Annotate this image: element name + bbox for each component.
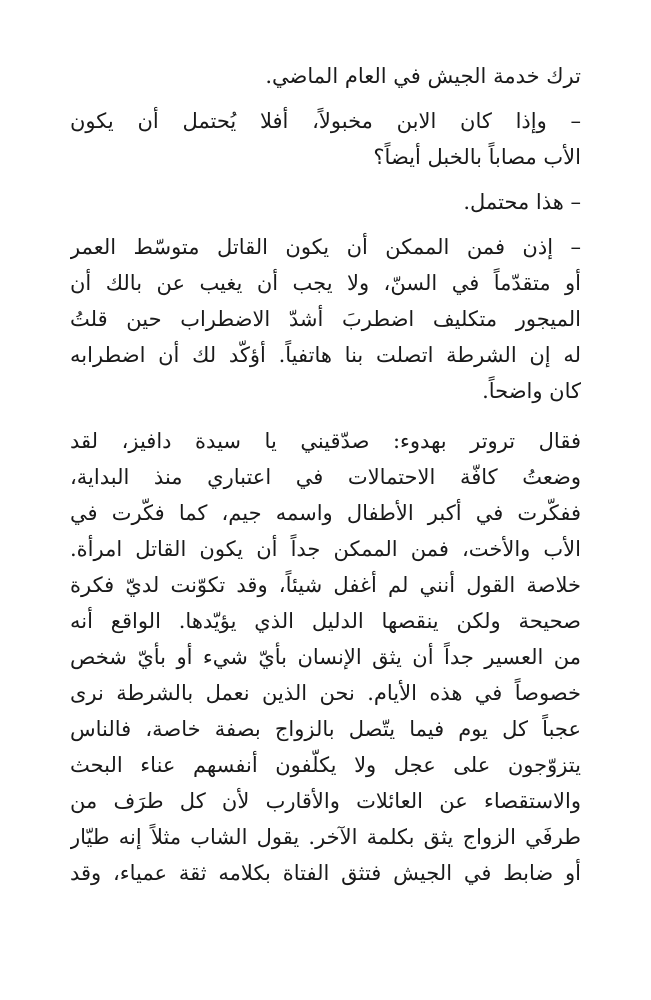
text-line: فقال تروتر بهدوء: صدّقيني يا سيدة دافيز، لقد bbox=[70, 429, 581, 453]
text-line: الميجور متكليف اضطربَ أشدّ الاضطراب حين قلتُ bbox=[70, 307, 581, 331]
text-line: الأب والأخت، فمن الممكن جداً أن يكون القاتل امرأة. bbox=[70, 537, 581, 561]
text-line: كان واضحاً. bbox=[482, 379, 581, 403]
text-line: ترك خدمة الجيش في العام الماضي. bbox=[265, 64, 581, 88]
text-line: عجباً كل يوم فيما يتّصل بالزواج بصفة خاصة، فالناس bbox=[70, 717, 581, 741]
book-page bbox=[70, 58, 581, 891]
paragraph-4 bbox=[70, 229, 581, 409]
text-line: يتزوّجون على عجل ولا يكلّفون أنفسهم عناء البحث bbox=[70, 753, 581, 777]
paragraph-5 bbox=[70, 423, 581, 891]
text-line: أو ضابط في الجيش فتثق الفتاة بكلامه ثقة عمياء، وقد bbox=[70, 861, 581, 885]
text-line: ففكّرت في أكبر الأطفال واسمه جيم، كما فكّرت في bbox=[70, 501, 581, 525]
text-line: وضعتُ كافّة الاحتمالات في اعتباري منذ البداية، bbox=[70, 465, 581, 489]
text-line: طرفَي الزواج يثق بكلمة الآخر. يقول الشاب مثلاً إنه طيّار bbox=[70, 825, 581, 849]
text-line: صحيحة ولكن ينقصها الدليل الذي يؤيّدها. الواقع أنه bbox=[70, 609, 581, 633]
paragraph-3 bbox=[70, 184, 581, 220]
text-line: خلاصة القول أنني لم أغفل شيئاً، وقد تكوّنت لديّ فكرة bbox=[70, 573, 581, 597]
text-line: – إذن فمن الممكن أن يكون القاتل متوسّط العمر bbox=[70, 235, 581, 259]
text-line: أو متقدّماً في السنّ، ولا يجب أن يغيب عن بالك أن bbox=[70, 271, 581, 295]
text-line: والاستقصاء عن العائلات والأقارب لأن كل طرَف من bbox=[70, 789, 581, 813]
text-line: – وإذا كان الابن مخبولاً، أفلا يُحتمل أن يكون bbox=[70, 109, 581, 133]
paragraph-1 bbox=[70, 58, 581, 94]
text-line: من العسير جداً أن يثق الإنسان بأيّ شيء أو بأيّ شخص bbox=[70, 645, 581, 669]
text-line: خصوصاً في هذه الأيام. نحن الذين نعمل بالشرطة نرى bbox=[70, 681, 581, 705]
text-line: – هذا محتمل. bbox=[463, 190, 581, 214]
text-line: له إن الشرطة اتصلت بنا هاتفياً. أؤكّد لك أن اضطرابه bbox=[70, 343, 581, 367]
text-line: الأب مصاباً بالخبل أيضاً؟ bbox=[373, 145, 581, 169]
paragraph-2 bbox=[70, 103, 581, 175]
